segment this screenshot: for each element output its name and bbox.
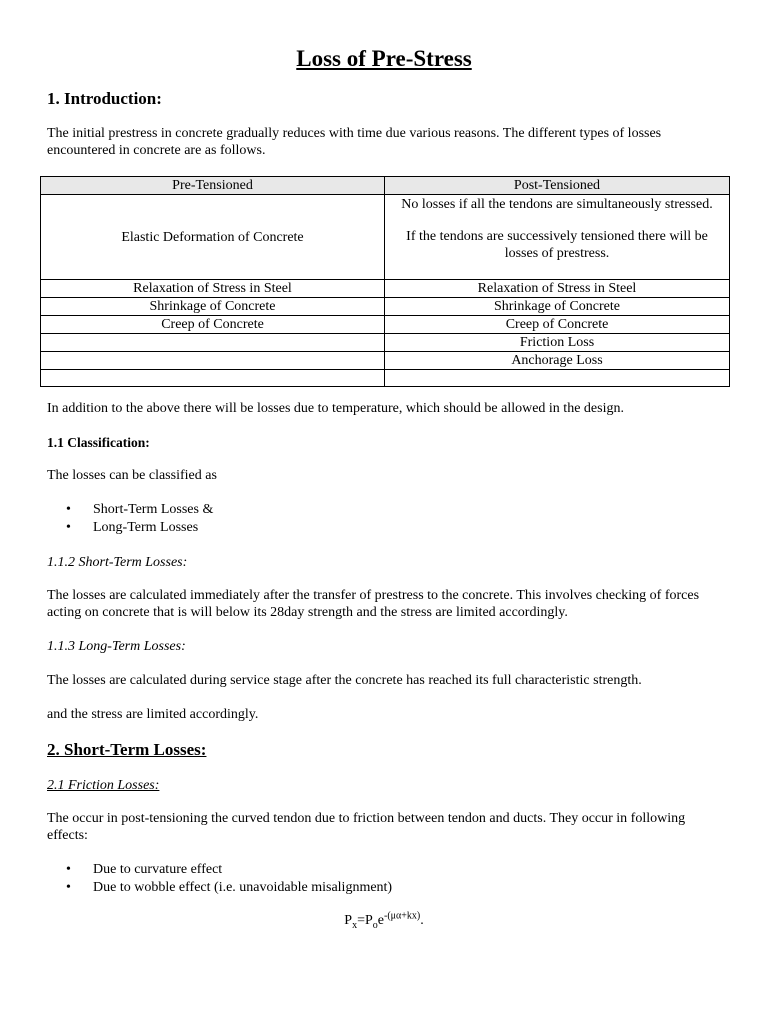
long-term-paragraph: The losses are calculated during service stage after the concrete has reached its full characteristic strength. [47,673,642,688]
short-term-paragraph: The losses are calculated immediately after the transfer of prestress to the concrete. This involves checking of forces acting on concrete that is will below its 28day strength and the stress are limited accordingly. [47,588,700,620]
table-cell [385,195,730,280]
table-cell: Friction Loss [385,334,730,352]
formula-e: e [377,913,384,928]
introduction-paragraph: The initial prestress in concrete gradually reduces with time due various reasons. The different types of losses encountered in concrete are as follows. [47,126,662,158]
long-term-heading: 1.1.3 Long-Term Losses: [47,639,186,654]
table-header-row [41,177,730,195]
table-cell: Shrinkage of Concrete [41,298,385,316]
formula-sub-x: x [352,919,358,931]
formula-p: P [344,913,353,928]
table-cell: Anchorage Loss [385,352,730,370]
friction-formula [0,912,768,929]
temperature-note: In addition to the above there will be losses due to temperature, which should be allowed in the design. [47,401,624,416]
table-cell: Shrinkage of Concrete [385,298,730,316]
table-row [41,334,730,352]
list-item: • Due to curvature effect [47,861,392,879]
table-cell [385,370,730,387]
table-cell: Relaxation of Stress in Steel [385,280,730,298]
friction-effects-list [47,861,392,897]
formula-exponent: -(μα+kx) [383,910,421,922]
table-cell [41,334,385,352]
list-item: • Short-Term Losses & [47,501,213,519]
table-cell: Creep of Concrete [385,316,730,334]
table-header-post-tensioned: Post-Tensioned [385,177,730,195]
table-row [41,298,730,316]
formula-period: . [420,913,424,928]
classification-paragraph: The losses can be classified as [47,468,217,483]
table-row [41,280,730,298]
classification-heading: 1.1 Classification: [47,435,150,450]
table-header-pre-tensioned: Pre-Tensioned [41,177,385,195]
formula-sub-o: o [372,919,378,931]
long-term-paragraph-2: and the stress are limited accordingly. [47,707,259,722]
losses-table [40,176,730,387]
table-cell: Creep of Concrete [41,316,385,334]
formula-equals-p: =P [357,913,373,928]
table-cell [41,370,385,387]
introduction-heading: 1. Introduction: [47,89,162,108]
table-cell: Elastic Deformation of Concrete [41,195,385,280]
friction-losses-paragraph: The occur in post-tensioning the curved tendon due to friction between tendon and ducts. They occur in following effects: [47,811,686,843]
elastic-note-successive: If the tendons are successively tensioned there will be losses of prestress. [406,229,708,261]
friction-losses-heading: 2.1 Friction Losses: [47,778,160,793]
document-title: Loss of Pre-Stress [296,46,472,71]
table-row [41,370,730,387]
list-item: • Long-Term Losses [47,519,213,537]
list-item: • Due to wobble effect (i.e. unavoidable misalignment) [47,879,392,897]
short-term-heading: 1.1.2 Short-Term Losses: [47,555,188,570]
table-cell [41,352,385,370]
classification-list [47,501,213,537]
short-term-losses-heading: 2. Short-Term Losses: [47,740,207,759]
table-row [41,316,730,334]
table-row [41,195,730,280]
elastic-note-simultaneous: No losses if all the tendons are simultaneously stressed. [401,197,713,212]
table-cell: Relaxation of Stress in Steel [41,280,385,298]
table-row [41,352,730,370]
